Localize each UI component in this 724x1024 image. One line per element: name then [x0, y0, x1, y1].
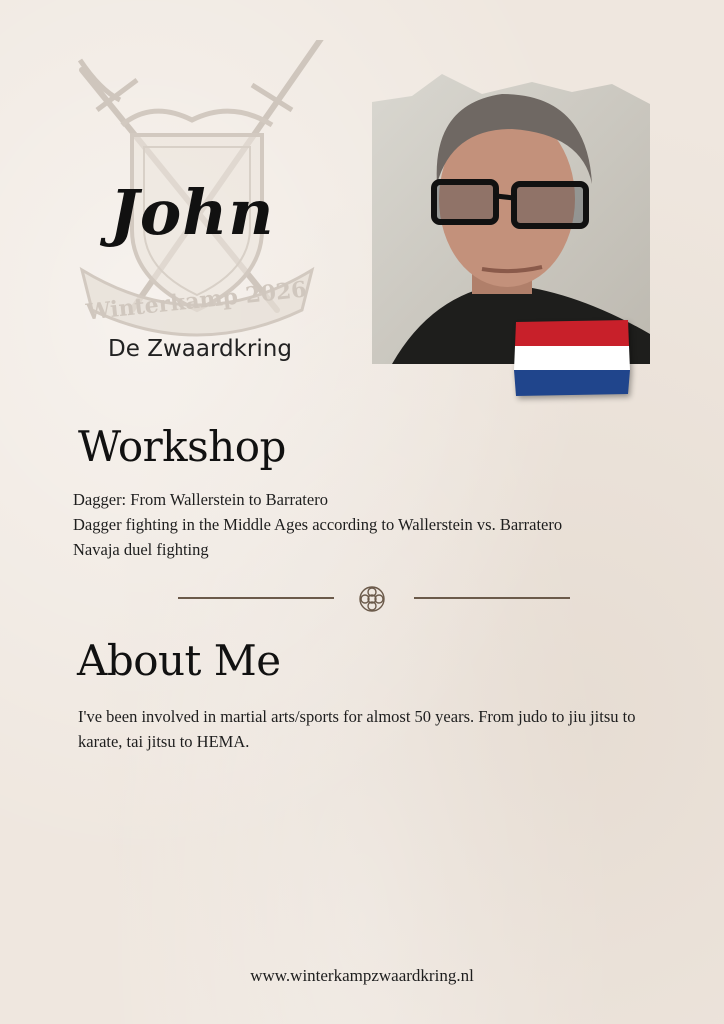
about-text: I've been involved in martial arts/sports for almost 50 years. From judo to jiu jitsu to karate, tai jitsu to HEMA. [78, 707, 636, 751]
rose-ornament-icon [357, 584, 387, 614]
netherlands-flag-icon [512, 318, 632, 398]
workshop-heading: Workshop [78, 422, 286, 471]
emblem-banner-text: Winterkamp 2026 [84, 276, 308, 326]
divider-line-left [178, 597, 334, 599]
workshop-line: Navaja duel fighting [73, 540, 209, 559]
speaker-name: John [109, 176, 275, 249]
divider-line-right [414, 597, 570, 599]
workshop-line: Dagger fighting in the Middle Ages according to Wallerstein vs. Barratero [73, 515, 563, 534]
about-heading: About Me [77, 636, 281, 685]
club-name: De Zwaardkring [108, 336, 292, 362]
website-link[interactable]: www.winterkampzwaardkring.nl [250, 966, 474, 985]
workshop-line: Dagger: From Wallerstein to Barratero [73, 490, 328, 509]
workshop-description [73, 487, 562, 562]
